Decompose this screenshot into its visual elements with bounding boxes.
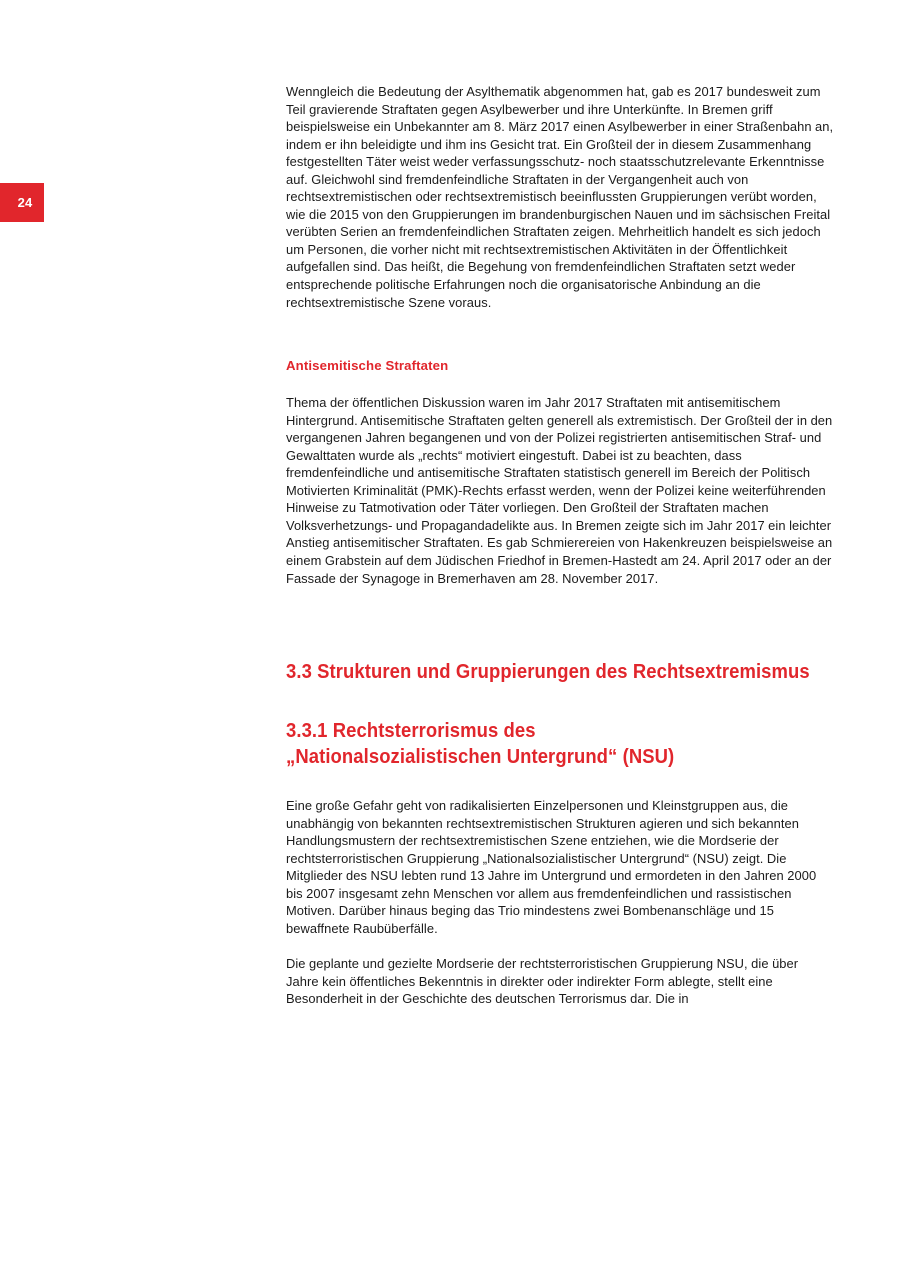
page-number-label: 24 bbox=[17, 195, 33, 210]
spacer bbox=[286, 311, 834, 358]
spacer bbox=[286, 684, 834, 718]
spacer bbox=[286, 374, 834, 394]
spacer bbox=[286, 769, 834, 797]
heading-3-3-strukturen: 3.3 Strukturen und Gruppierungen des Rechtsextremismus bbox=[286, 660, 810, 684]
heading-3-3-1-line-1: 3.3.1 Rechtsterrorismus des bbox=[286, 719, 536, 743]
page-number-tab bbox=[0, 183, 44, 222]
heading-3-3-1-line-2: „Nationalsozialistischen Untergrund“ (NSU) bbox=[286, 744, 675, 768]
spacer bbox=[286, 938, 834, 956]
heading-3-3-1-nsu bbox=[286, 718, 779, 769]
heading-antisemitische-straftaten: Antisemitische Straftaten bbox=[286, 358, 449, 374]
spacer bbox=[286, 587, 834, 659]
paragraph-nsu-mordserie: Die geplante und gezielte Mordserie der rechtsterroristischen Gruppierung NSU, die über Jahre kein öffentliches Bekenntnis in direkter oder indirekter Form ablegte, stellt eine Besonderheit in der Geschichte des deutschen Terrorismus dar. Die in bbox=[286, 956, 799, 1007]
paragraph-asylthematik: Wenngleich die Bedeutung der Asylthematik abgenommen hat, gab es 2017 bundesweit zum Teil gravierende Straftaten gegen Asylbewerber und ihre Unterkünfte. In Bremen griff beispielsweise ein Unbekannter am 8. März 2017 einen Asylbewerber in einer Straßenbahn an, indem er ihn beleidigte und ihm ins Gesicht trat. Ein Großteil der in diesem Zusammenhang festgestellten Täter weist weder verfassungsschutz- noch staatsschutzrelevante Erkenntnisse auf. Gleichwohl sind fremdenfeindliche Straftaten in der Vergangenheit auch von rechtsextremistischen oder rechtsextremistisch beeinflussten Gruppierungen verübt worden, wie die 2015 von den Gruppierungen im brandenburgischen Nauen und im sächsischen Freital verübten Serien an fremdenfeindlichen Straftaten zeigen. Mehrheitlich handelt es sich jedoch um Personen, die vorher nicht mit rechtsextremistischen Aktivitäten in der Öffentlichkeit aufgefallen sind. Das heißt, die Begehung von fremdenfeindlichen Straftaten setzt weder entsprechende politische Erfahrungen noch die organisatorische Anbindung an die rechtsextremistische Szene voraus. bbox=[286, 84, 834, 310]
text-column bbox=[286, 83, 834, 1008]
paragraph-antisemitische-straftaten: Thema der öffentlichen Diskussion waren im Jahr 2017 Straftaten mit antisemitischem Hintergrund. Antisemitische Straftaten gelten generell als extremistisch. Der Großteil der in den vergangenen Jahren begangenen und von der Polizei registrierten antisemitischen Straf- und Gewalttaten wurde als „rechts“ motiviert eingestuft. Dabei ist zu beachten, dass fremdenfeindliche und antisemitische Straftaten statistisch generell im Bereich der Politisch Motivierten Kriminalität (PMK)-Rechts erfasst werden, wenn der Polizei keine weiterführenden Hinweise zu Tatmotivation oder Täter vorliegen. Den Großteil der Straftaten machen Volksverhetzungs- und Propagandadelikte aus. In Bremen zeigte sich im Jahr 2017 ein leichter Anstieg antisemitischer Straftaten. Es gab Schmierereien von Hakenkreuzen beispielsweise an einem Grabstein auf dem Jüdischen Friedhof in Bremen-Hastedt am 24. April 2017 oder an der Fassade der Synagoge in Bremerhaven am 28. November 2017. bbox=[286, 395, 833, 586]
paragraph-nsu-gefahr: Eine große Gefahr geht von radikalisierten Einzelpersonen und Kleinstgruppen aus, die unabhängig von bekannten rechtsextremistischen Strukturen agieren und sich bekannten Handlungsmustern der rechtsextremistischen Szene entziehen, wie die Mordserie der rechtsterroristischen Gruppierung „Nationalsozialistischer Untergrund“ (NSU) zeigt. Die Mitglieder des NSU lebten rund 13 Jahre im Untergrund und ermordeten in den Jahren 2000 bis 2007 insgesamt zehn Menschen vor allem aus fremdenfeindlichen und rassistischen Motiven. Darüber hinaus beging das Trio mindestens zwei Bombenanschläge und 15 bewaffnete Raubüberfälle. bbox=[286, 798, 817, 936]
